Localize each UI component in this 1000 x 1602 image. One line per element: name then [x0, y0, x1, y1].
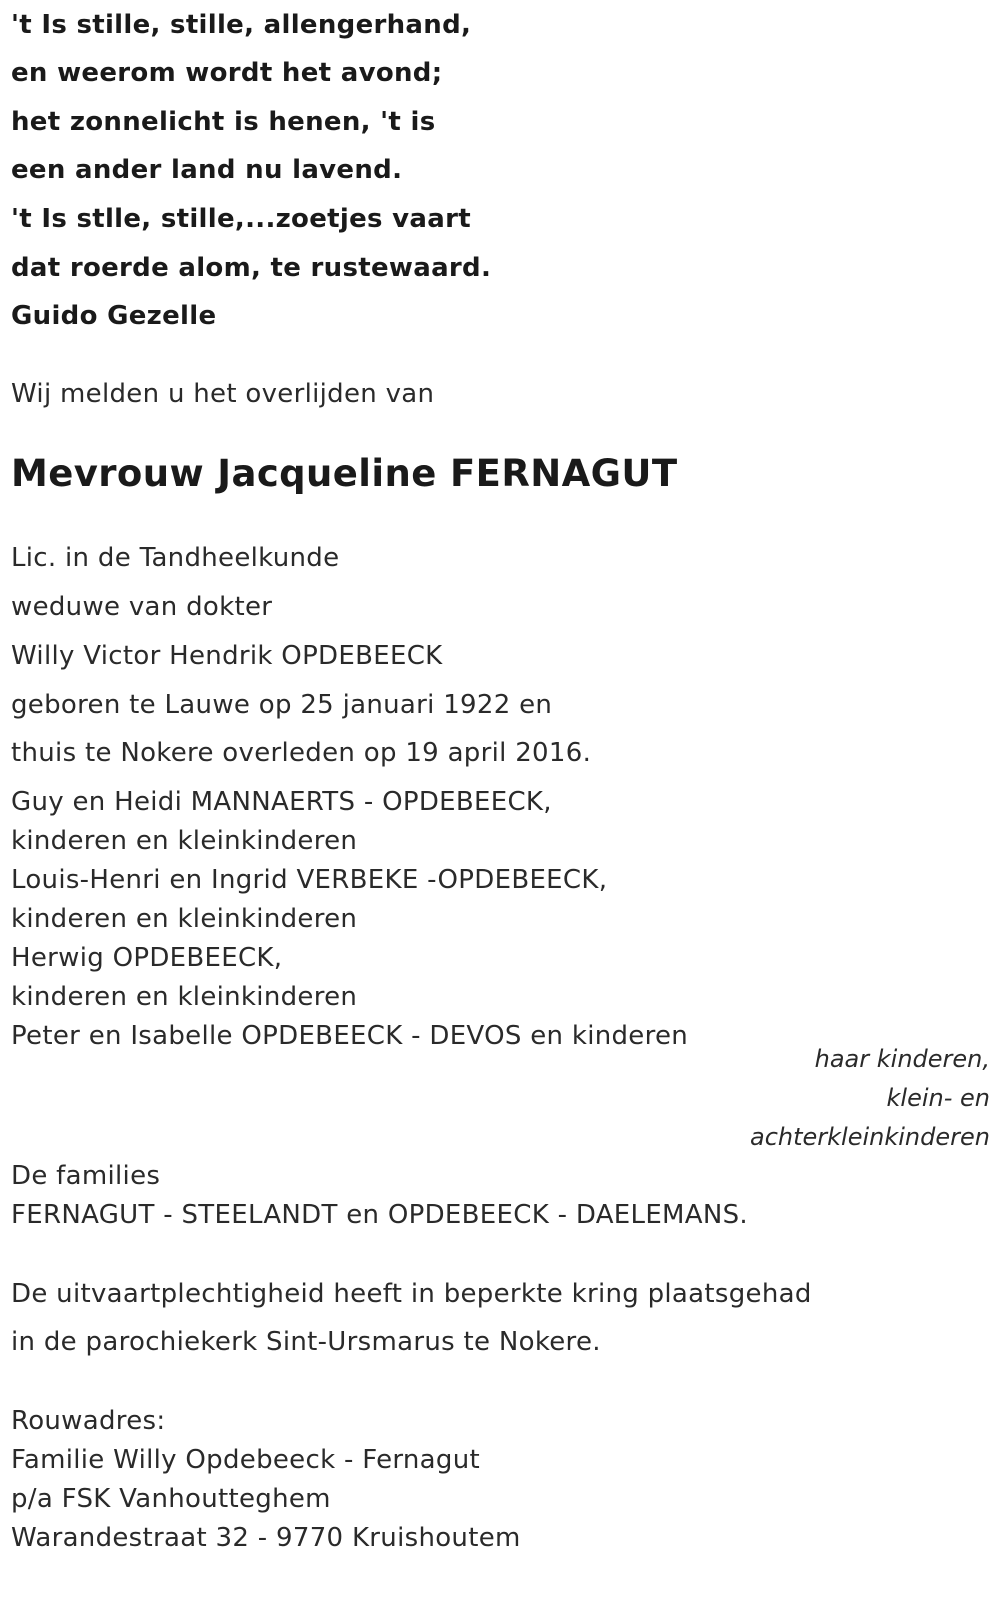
poem-line-6: dat roerde alom, te rustewaard. — [11, 253, 492, 283]
poem-line-3: het zonnelicht is henen, 't is — [11, 107, 436, 137]
poem-author: Guido Gezelle — [11, 301, 217, 331]
child-line-1: Guy en Heidi MANNAERTS - OPDEBEECK, — [11, 787, 552, 817]
deceased-name: Mevrouw Jacqueline FERNAGUT — [11, 452, 678, 495]
address-line-2: p/a FSK Vanhoutteghem — [11, 1484, 331, 1514]
detail-profession: Lic. in de Tandheelkunde — [11, 543, 340, 573]
children-caption-2: klein- en — [886, 1084, 990, 1112]
poem-line-5: 't Is stlle, stille,...zoetjes vaart — [11, 204, 471, 234]
address-heading: Rouwadres: — [11, 1406, 166, 1436]
children-caption-3: achterkleinkinderen — [750, 1123, 990, 1151]
detail-born: geboren te Lauwe op 25 januari 1922 en — [11, 690, 553, 720]
child-line-2: kinderen en kleinkinderen — [11, 826, 358, 856]
families-names: FERNAGUT - STEELANDT en OPDEBEECK - DAELEMANS. — [11, 1200, 748, 1230]
intro-text: Wij melden u het overlijden van — [11, 379, 435, 409]
child-line-5: Herwig OPDEBEECK, — [11, 943, 283, 973]
detail-spouse-name: Willy Victor Hendrik OPDEBEECK — [11, 641, 443, 671]
child-line-6: kinderen en kleinkinderen — [11, 982, 358, 1012]
address-line-1: Familie Willy Opdebeeck - Fernagut — [11, 1445, 480, 1475]
detail-widow-of: weduwe van dokter — [11, 592, 273, 622]
address-line-3: Warandestraat 32 - 9770 Kruishoutem — [11, 1523, 521, 1553]
poem-line-2: en weerom wordt het avond; — [11, 58, 443, 88]
child-line-4: kinderen en kleinkinderen — [11, 904, 358, 934]
child-line-7: Peter en Isabelle OPDEBEECK - DEVOS en kinderen — [11, 1021, 689, 1051]
child-line-3: Louis-Henri en Ingrid VERBEKE -OPDEBEECK, — [11, 865, 608, 895]
families-heading: De families — [11, 1161, 161, 1191]
ceremony-line-1: De uitvaartplechtigheid heeft in beperkte kring plaatsgehad — [11, 1279, 812, 1309]
poem-line-1: 't Is stille, stille, allengerhand, — [11, 10, 472, 40]
ceremony-line-2: in de parochiekerk Sint-Ursmarus te Nokere. — [11, 1327, 601, 1357]
poem-line-4: een ander land nu lavend. — [11, 155, 403, 185]
children-caption-1: haar kinderen, — [814, 1045, 990, 1073]
detail-died: thuis te Nokere overleden op 19 april 2016. — [11, 738, 592, 768]
